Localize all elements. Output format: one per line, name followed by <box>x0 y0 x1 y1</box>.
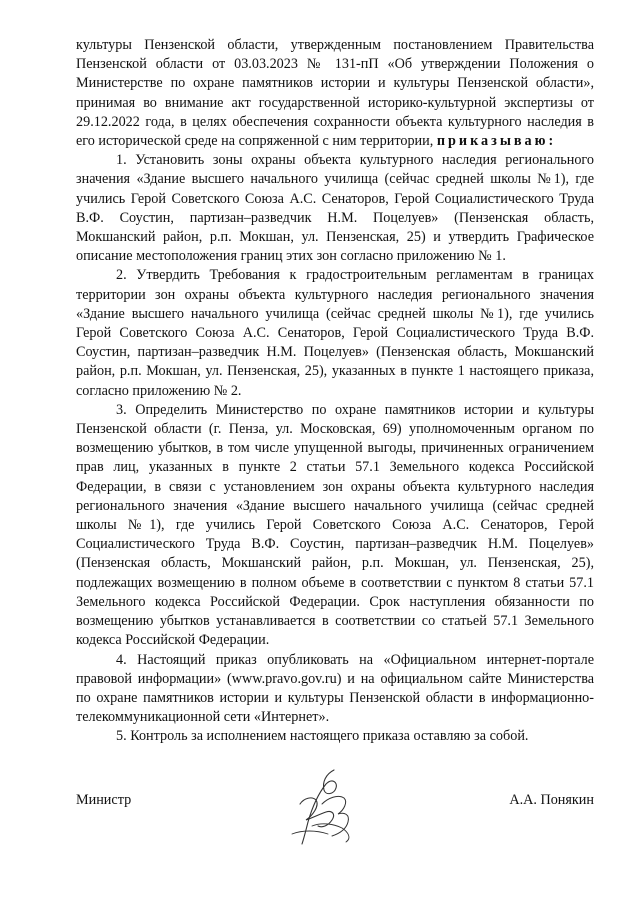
order-item-1: 1. Установить зоны охраны объекта культурного наследия регионального значения «Здание высшего начального училища (сейчас средней школы №1), где учились Герой Советского Союза А.С. Сенаторов, Герой Социалистического Труда В.Ф. Соустин, партизан–разведчик Н.М. Поцелуев» (Пензенская область, Мокшанский район, р.п. Мокшан, ул. Пензенская, 25) и утвердить Графическое описание местоположения границ этих зон согласно приложению № 1. <box>76 152 594 265</box>
order-item-4: 4. Настоящий приказ опубликовать на «Официальном интернет-портале правовой информации» (www.pravo.gov.ru) и на официальном сайте Министерства по охране памятников истории и культуры Пензенской области в информационно-телекоммуникационной сети «Интернет». <box>76 651 594 726</box>
prikazyvayu-label: приказываю: <box>436 133 557 150</box>
intro-paragraph <box>76 36 594 151</box>
signature-row <box>76 792 594 832</box>
intro-text: культуры Пензенской области, утвержденным постановлением Правительства Пензенской области от 03.03.2023 № 131-пП «Об утверждении Положения о Министерстве по охране памятников истории и культуры Пензенской области», принимая во внимание акт государственной историко-культурной экспертизы от 29.12.2022 года, в целях обеспечения сохранности объекта культурного наследия в его исторической среде на сопряженной с ним территории, <box>76 37 594 150</box>
signer-title: Министр <box>76 792 132 808</box>
document-body <box>76 36 594 747</box>
order-item-5: 5. Контроль за исполнением настоящего приказа оставляю за собой. <box>116 728 529 745</box>
order-item-2: 2. Утвердить Требования к градостроительным регламентам в границах территории зон охраны объекта культурного наследия регионального значения «Здание высшего начального училища (сейчас средней школы №1), где учились Герой Советского Союза А.С. Сенаторов, Герой Социалистического Труда В.Ф. Соустин, партизан–разведчик Н.М. Поцелуев» (Пензенская область, Мокшанский район, р.п. Мокшан, ул. Пензенская, 25), указанных в пункте 1 настоящего приказа, согласно приложению № 2. <box>76 267 594 399</box>
order-item-3: 3. Определить Министерство по охране памятников истории и культуры Пензенской области (г. Пенза, ул. Московская, 69) уполномоченным органом по возмещению убытков, в том числе упущенной выгоды, причиненных ограничением прав лиц, указанных в пункте 2 статьи 57.1 Земельного кодекса Российской Федерации, в связи с установлением зон охраны объекта культурного наследия регионального значения «Здание высшего начального училища (сейчас средней школы №1), где учились Герой Советского Союза А.С. Сенаторов, Герой Социалистического Труда В.Ф. Соустин, партизан–разведчик Н.М. Поцелуев» (Пензенская область, Мокшанский район, р.п. Мокшан, ул. Пензенская, 25), подлежащих возмещению в полном объеме в соответствии с пунктом 8 статьи 57.1 Земельного кодекса Российской Федерации. Срок наступления обязанности по возмещению убытков устанавливается в соответствии со статьей 57.1 Земельного кодекса Российской Федерации. <box>76 401 594 649</box>
signer-name: А.А. Понякин <box>509 792 594 808</box>
